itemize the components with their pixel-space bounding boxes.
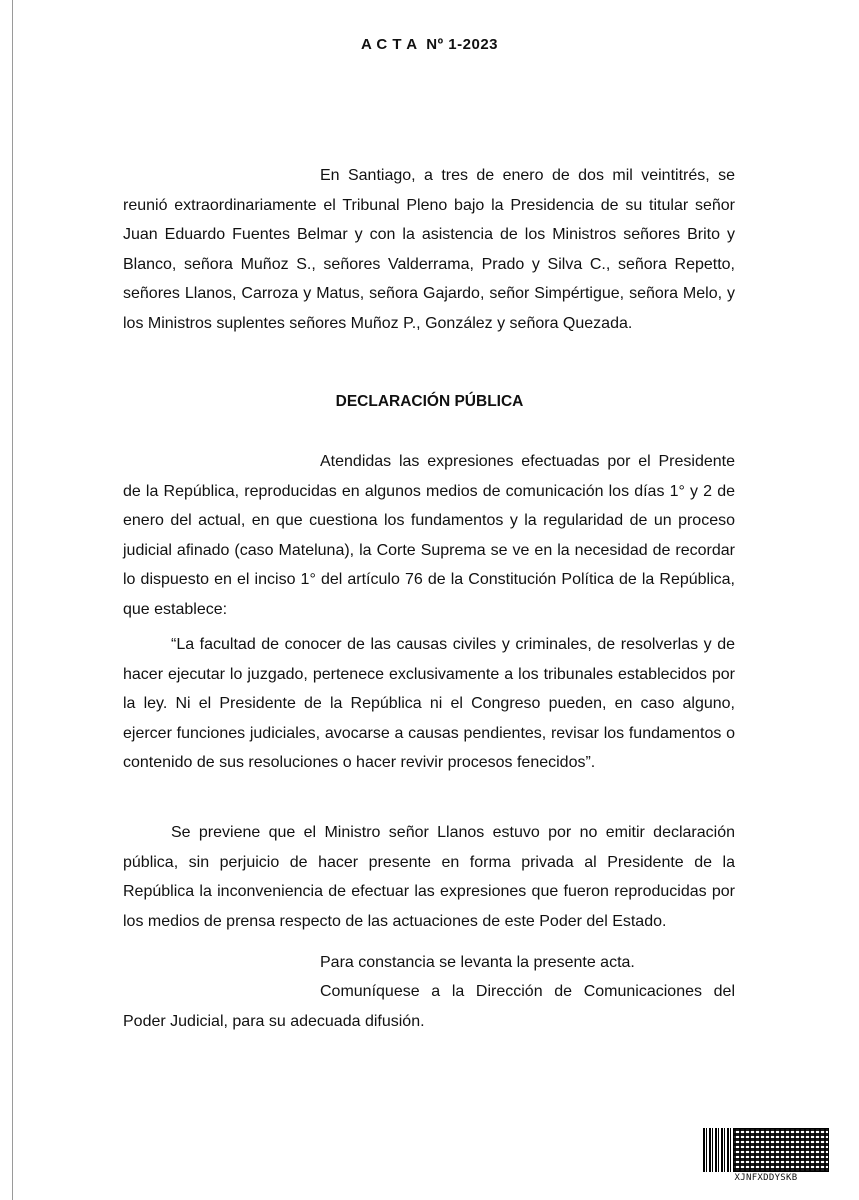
intro-paragraph: En Santiago, a tres de enero de dos mil veintitrés, se reunió extraordinariamente el Tribunal Pleno bajo la Presidencia de su titular señor Juan Eduardo Fuentes Belmar y con la asistencia de los Ministros señores Brito y Blanco, señora Muñoz S., señores Valderrama, Prado y Silva C., señora Repetto, señores Llanos, Carroza y Matus, señora Gajardo, señor Simpértigue, señora Melo, y los Ministros suplentes señores Muñoz P., González y señora Quezada. — [123, 167, 735, 332]
atendidas-paragraph: Atendidas las expresiones efectuadas por el Presidente de la República, reproducidas en algunos medios de comunicación los días 1° y 2 de enero del actual, en que cuestiona los fundamentos y la regularidad de un proceso judicial afinado (caso Mateluna), la Corte Suprema se ve en la necesidad de recordar lo dispuesto en el inciso 1° del artículo 76 de la Constitución Política de la República, que establece: — [123, 453, 735, 618]
constancia-line: Para constancia se levanta la presente acta. — [320, 954, 635, 971]
document-title: A C T A Nº 1-2023 — [360, 36, 498, 53]
section-heading: DECLARACIÓN PÚBLICA — [335, 393, 524, 410]
verification-barcode — [703, 1128, 829, 1183]
qr-code-icon — [733, 1128, 829, 1172]
comuniquese-paragraph: Comuníquese a la Dirección de Comunicaciones del Poder Judicial, para su adecuada difusión. — [123, 983, 735, 1030]
barcode-bars-icon — [703, 1128, 731, 1172]
constitution-quote-paragraph: “La facultad de conocer de las causas civiles y criminales, de resolverlas y de hacer ejecutar lo juzgado, pertenece exclusivamente a los tribunales establecidos por la ley. Ni el Presidente de la República ni el Congreso pueden, en caso alguno, ejercer funciones judiciales, avocarse a causas pendientes, revisar los fundamentos o contenido de sus resoluciones o hacer revivir procesos fenecidos”. — [123, 636, 735, 771]
verification-code: XJNFXDDYSKB — [734, 1173, 798, 1183]
previene-paragraph: Se previene que el Ministro señor Llanos estuvo por no emitir declaración pública, sin perjuicio de hacer presente en forma privada al Presidente de la República la inconveniencia de efectuar las expresiones que fueron reproducidas por los medios de prensa respecto de las actuaciones de este Poder del Estado. — [123, 824, 735, 930]
